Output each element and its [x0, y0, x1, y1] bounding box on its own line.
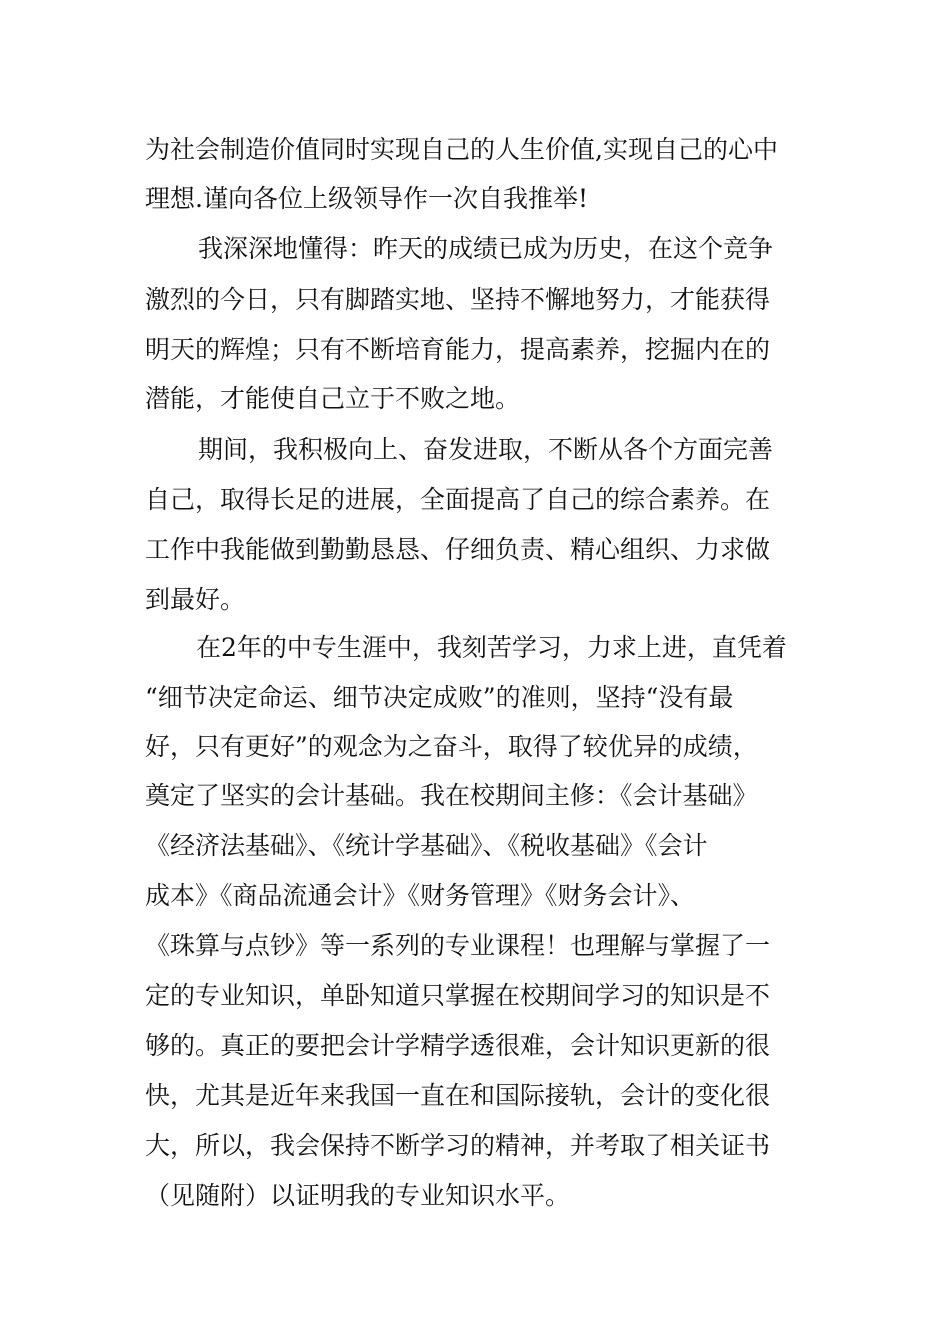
text-line: 《珠算与点钞》等一系列的专业课程！也理解与掌握了一: [145, 931, 771, 960]
text-line: 成本》《商品流通会计》《财务管理》《财务会计》、: [145, 881, 696, 910]
text-line: 好，只有更好”的观念为之奋斗，取得了较优异的成绩，: [145, 732, 758, 761]
text-line: 工作中我能做到勤勤恳恳、仔细负责、精心组织、力求做: [145, 535, 771, 564]
text-line: 奠定了坚实的会计基础。我在校期间主修：《会计基础》: [145, 781, 758, 810]
text-line: 够的。真正的要把会计学精学透很难，会计知识更新的很: [145, 1031, 771, 1060]
text-line: 明天的辉煌；只有不断培育能力，提高素养，挖掘内在的: [145, 335, 771, 364]
text-line: 我深深地懂得：昨天的成绩已成为历史，在这个竞争: [198, 234, 774, 263]
text-line: 定的专业知识，单卧知道只掌握在校期间学习的知识是不: [145, 981, 771, 1010]
text-line: （见随附）以证明我的专业知识水平。: [145, 1181, 571, 1210]
text-line: 《经济法基础》、《统计学基础》、《税收基础》《会计: [145, 831, 708, 860]
text-line: “细节决定命运、细节决定成败”的准则，坚持“没有最: [145, 683, 734, 712]
text-line: 期间，我积极向上、奋发进取，不断从各个方面完善: [198, 435, 774, 464]
text-line: 为社会制造价值同时实现自己的人生价值,实现自己的心中: [145, 135, 778, 164]
text-line: 自己，取得长足的进展，全面提高了自己的综合素养。在: [145, 485, 771, 514]
text-line: 理想.谨向各位上级领导作一次自我推举!: [145, 184, 588, 213]
text-line: 潜能，才能使自己立于不败之地。: [145, 384, 521, 413]
text-line: 大，所以，我会保持不断学习的精神，并考取了相关证书: [145, 1131, 771, 1160]
text-line: 快，尤其是近年来我国一直在和国际接轨，会计的变化很: [145, 1081, 771, 1110]
text-line: 在2年的中专生涯中，我刻苦学习，力求上进，直凭着: [196, 633, 787, 662]
text-line: 到最好。: [145, 585, 246, 614]
text-line: 激烈的今日，只有脚踏实地、坚持不懈地努力，才能获得: [145, 285, 771, 314]
